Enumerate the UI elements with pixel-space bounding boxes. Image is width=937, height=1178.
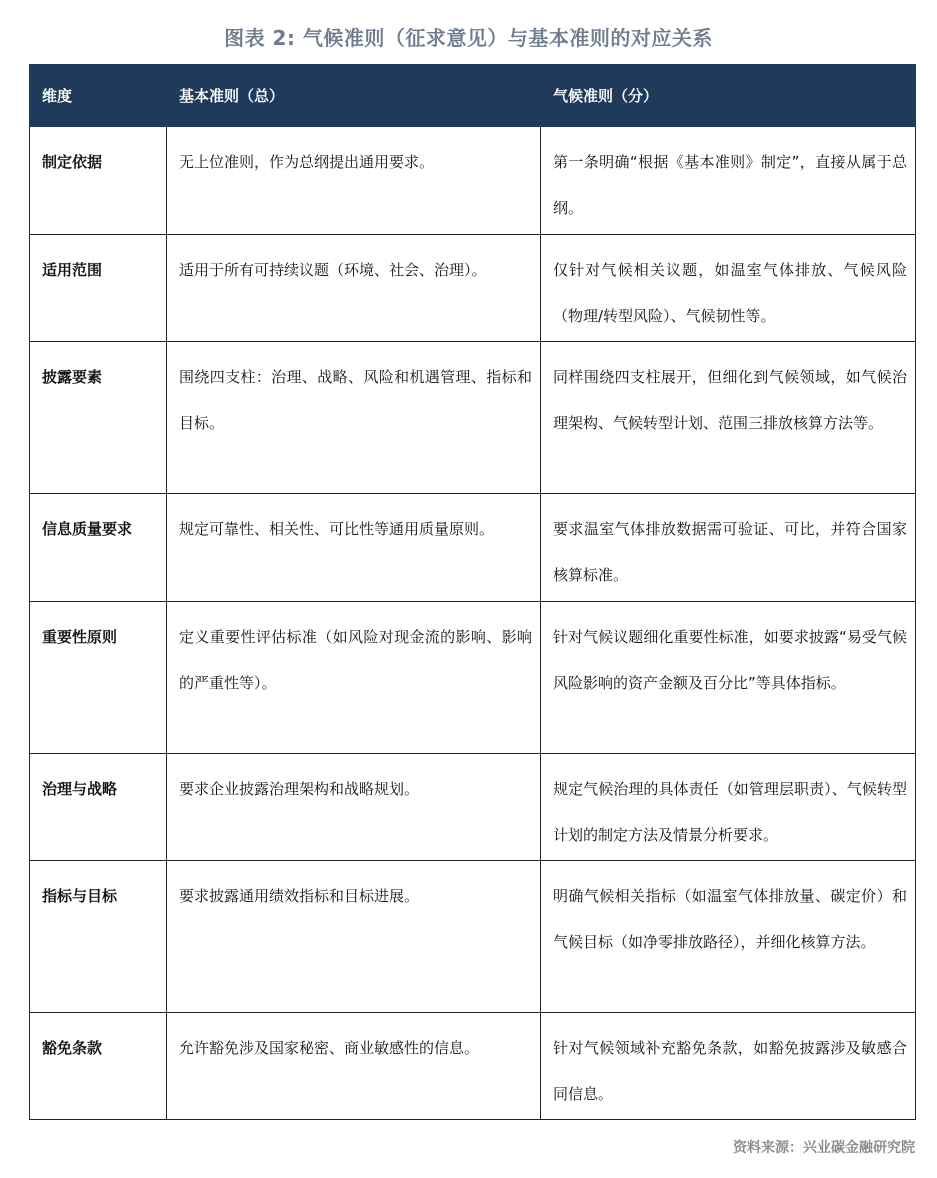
basic-text: 允许豁免涉及国家秘密、商业敏感性的信息。 [179,1039,480,1057]
dimension-cell [30,861,167,1013]
climate-cell [541,494,916,602]
basic-text: 定义重要性评估标准（如风险对现金流的影响、影响的严重性等）。 [179,628,532,692]
basic-cell [167,602,541,754]
climate-text: 同样围绕四支柱展开，但细化到气候领域，如气候治理架构、气候转型计划、范围三排放核算方法等。 [553,368,907,432]
basic-text: 规定可靠性、相关性、可比性等通用质量原则。 [179,520,495,538]
table-row [30,494,916,602]
comparison-table [29,64,916,1120]
header-dimension: 维度 [30,65,167,127]
dimension-cell [30,1013,167,1120]
table-row [30,127,916,235]
table-row [30,342,916,494]
basic-text: 要求企业披露治理架构和战略规划。 [179,780,420,798]
table-row [30,1013,916,1120]
table-row [30,754,916,861]
dimension-text: 治理与战略 [42,780,118,798]
basic-cell [167,1013,541,1120]
basic-text: 无上位准则，作为总纲提出通用要求。 [179,153,435,171]
basic-cell [167,235,541,342]
figure-title: 图表 2: 气候准则（征求意见）与基本准则的对应关系 [224,26,713,50]
dimension-text: 豁免条款 [42,1039,103,1057]
dimension-cell [30,235,167,342]
basic-cell [167,861,541,1013]
climate-cell [541,235,916,342]
basic-text: 要求披露通用绩效指标和目标进展。 [179,887,420,905]
basic-cell [167,754,541,861]
basic-cell [167,342,541,494]
dimension-text: 制定依据 [42,153,103,171]
dimension-text: 适用范围 [42,261,103,279]
dimension-cell [30,754,167,861]
climate-cell [541,1013,916,1120]
dimension-cell [30,127,167,235]
dimension-text: 披露要素 [42,368,103,386]
climate-cell [541,754,916,861]
climate-cell [541,602,916,754]
table-row [30,602,916,754]
climate-cell [541,861,916,1013]
climate-text: 第一条明确“根据《基本准则》制定”，直接从属于总纲。 [553,153,907,217]
dimension-text: 指标与目标 [42,887,118,905]
climate-text: 针对气候领域补充豁免条款，如豁免披露涉及敏感合同信息。 [553,1039,907,1103]
climate-text: 规定气候治理的具体责任（如管理层职责）、气候转型计划的制定方法及情景分析要求。 [553,780,907,844]
dimension-text: 信息质量要求 [42,520,133,538]
climate-text: 明确气候相关指标（如温室气体排放量、碳定价）和气候目标（如净零排放路径），并细化核算方法。 [553,887,907,951]
table-header-row [30,65,916,127]
climate-text: 要求温室气体排放数据需可验证、可比，并符合国家核算标准。 [553,520,907,584]
climate-cell [541,342,916,494]
source-note: 资料来源：兴业碳金融研究院 [733,1140,915,1156]
climate-cell [541,127,916,235]
header-basic-standard: 基本准则（总） [167,65,541,127]
basic-text: 围绕四支柱：治理、战略、风险和机遇管理、指标和目标。 [179,368,532,432]
basic-cell [167,494,541,602]
dimension-cell [30,342,167,494]
header-climate-standard: 气候准则（分） [541,65,916,127]
dimension-text: 重要性原则 [42,628,118,646]
climate-text: 针对气候议题细化重要性标准，如要求披露“易受气候风险影响的资产金额及百分比”等具体指标。 [553,628,907,692]
table-row [30,235,916,342]
basic-cell [167,127,541,235]
basic-text: 适用于所有可持续议题（环境、社会、治理）。 [179,261,487,279]
dimension-cell [30,602,167,754]
climate-text: 仅针对气候相关议题，如温室气体排放、气候风险（物理/转型风险）、气候韧性等。 [553,261,907,325]
table-row [30,861,916,1013]
dimension-cell [30,494,167,602]
